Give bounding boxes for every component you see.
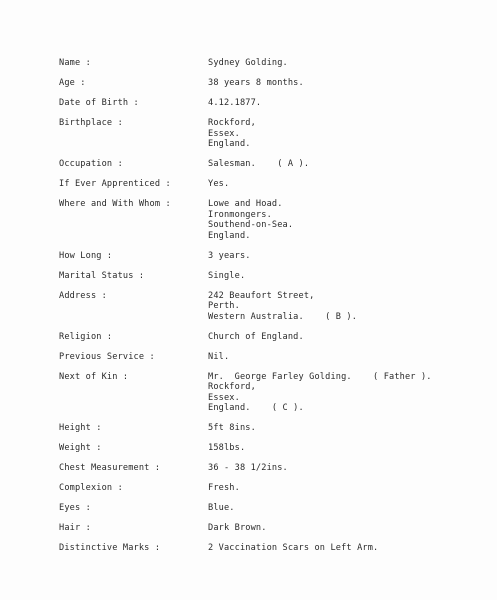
field-label: Address : <box>59 290 107 301</box>
field-value <box>208 251 479 262</box>
field-label: Distinctive Marks : <box>59 543 161 553</box>
value-line: Rockford, <box>208 118 256 128</box>
value-line: Western Australia. ( B ). <box>208 311 358 322</box>
field-value <box>208 483 479 494</box>
field-value <box>208 118 479 150</box>
value-line: Essex. <box>208 128 240 139</box>
value-line: 242 Beaufort Street, <box>208 290 315 301</box>
value-line: Fresh. <box>208 483 240 493</box>
field-value <box>208 291 479 323</box>
field-label: Height : <box>59 423 102 433</box>
value-line: Lowe and Hoad. <box>208 199 283 209</box>
field-hair <box>59 523 479 534</box>
value-line: 158lbs. <box>208 443 246 453</box>
field-eyes <box>59 503 479 514</box>
field-age <box>59 78 479 89</box>
field-label: Date of Birth : <box>59 98 139 108</box>
field-value <box>208 58 479 69</box>
value-line: 4.12.1877. <box>208 98 262 108</box>
value-line: 3 years. <box>208 250 251 261</box>
field-address <box>59 291 479 323</box>
field-value <box>208 523 479 534</box>
value-line: Southend-on-Sea. <box>208 220 294 230</box>
field-height <box>59 423 479 434</box>
field-value <box>208 503 479 514</box>
field-distinctive-marks <box>59 543 479 554</box>
value-line: England. ( C ). <box>208 403 304 413</box>
field-marital-status <box>59 271 479 282</box>
field-value <box>208 199 479 241</box>
field-complexion <box>59 483 479 494</box>
field-value <box>208 352 479 363</box>
value-line: Ironmongers. <box>208 209 272 220</box>
value-line: Yes. <box>208 179 230 189</box>
field-name <box>59 58 479 69</box>
field-label: Occupation : <box>59 159 123 169</box>
field-where-with-whom <box>59 199 479 241</box>
field-how-long <box>59 251 479 262</box>
value-line: Single. <box>208 270 246 281</box>
field-weight <box>59 443 479 454</box>
field-label: Age : <box>59 78 86 88</box>
field-label: Eyes : <box>59 503 91 513</box>
field-value <box>208 159 479 170</box>
value-line: Mr. George Farley Golding. ( Father ). <box>208 371 432 382</box>
field-next-of-kin <box>59 372 479 414</box>
field-value <box>208 332 479 343</box>
field-label: Birthplace : <box>59 118 123 128</box>
field-label: Hair : <box>59 523 91 533</box>
value-line: Salesman. ( A ). <box>208 159 310 169</box>
field-label: Where and With Whom : <box>59 199 171 209</box>
field-label: Next of Kin : <box>59 371 129 382</box>
field-religion <box>59 332 479 343</box>
field-date-of-birth <box>59 98 479 109</box>
field-label: Marital Status : <box>59 270 145 281</box>
value-line: Dark Brown. <box>208 523 267 533</box>
field-value <box>208 463 479 474</box>
value-line: Sydney Golding. <box>208 58 288 68</box>
value-line: 38 years 8 months. <box>208 78 304 88</box>
field-value <box>208 423 479 434</box>
field-label: Chest Measurement : <box>59 463 161 473</box>
field-label: If Ever Apprenticed : <box>59 179 171 189</box>
field-value <box>208 98 479 109</box>
field-value <box>208 543 479 554</box>
value-line: Rockford, <box>208 382 256 392</box>
field-apprenticed <box>59 179 479 190</box>
field-label: Complexion : <box>59 483 123 493</box>
field-birthplace <box>59 118 479 150</box>
field-value <box>208 372 479 414</box>
value-line: Nil. <box>208 351 230 362</box>
field-label: How Long : <box>59 250 113 261</box>
value-line: England. <box>208 230 251 241</box>
field-label: Name : <box>59 58 91 68</box>
field-value <box>208 78 479 89</box>
value-line: Essex. <box>208 392 240 403</box>
field-value <box>208 443 479 454</box>
field-value <box>208 271 479 282</box>
field-label: Weight : <box>59 443 102 453</box>
enlistment-record <box>59 58 479 563</box>
value-line: 5ft 8ins. <box>208 423 256 433</box>
field-label: Religion : <box>59 331 113 342</box>
value-line: 36 - 38 1/2ins. <box>208 463 288 473</box>
value-line: Church of England. <box>208 331 304 342</box>
field-previous-service <box>59 352 479 363</box>
field-label: Previous Service : <box>59 351 155 362</box>
value-line: Blue. <box>208 503 235 513</box>
value-line: England. <box>208 139 251 149</box>
value-line: Perth. <box>208 301 240 311</box>
value-line: 2 Vaccination Scars on Left Arm. <box>208 543 379 553</box>
field-chest-measurement <box>59 463 479 474</box>
field-occupation <box>59 159 479 170</box>
field-value <box>208 179 479 190</box>
